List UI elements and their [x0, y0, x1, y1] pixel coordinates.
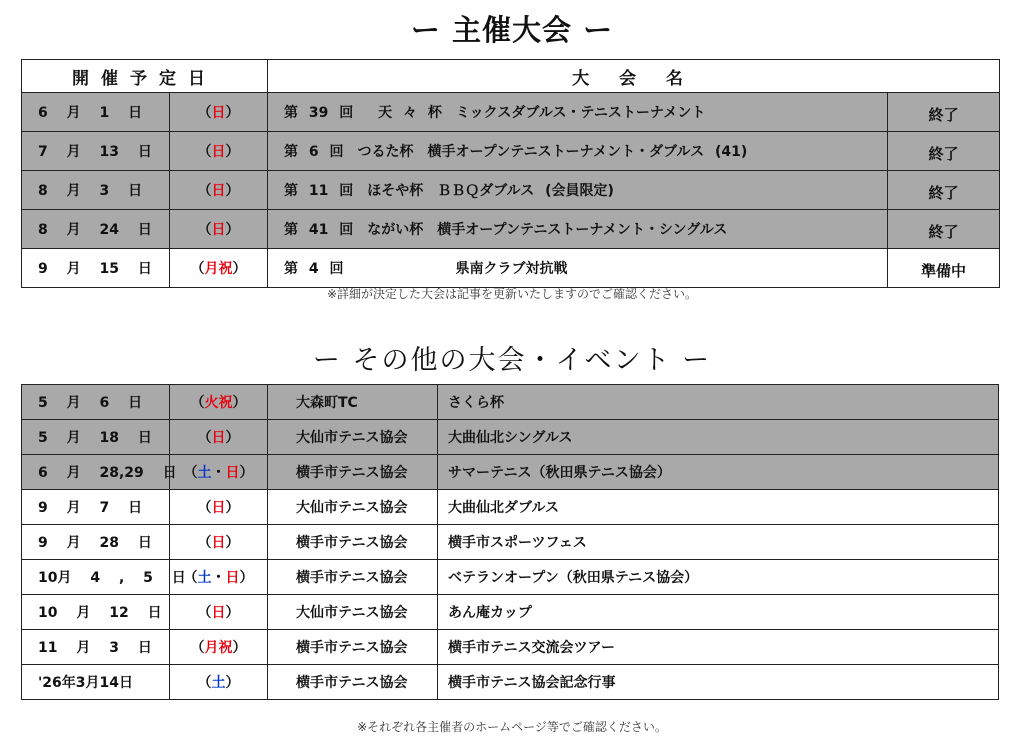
status-badge: 終了 — [888, 210, 1000, 249]
event-weekday — [170, 171, 268, 210]
event-name: さくら杯 — [438, 385, 999, 420]
weekday-open-paren: （ — [197, 105, 212, 121]
tournament-name: 第 6 回 つるた杯 横手オープンテニストーナメント・ダブルス (41) — [268, 132, 888, 171]
event-name: あん庵カップ — [438, 595, 999, 630]
organizer: 横手市テニス協会 — [268, 525, 438, 560]
event-date: 5 月 18 日 — [22, 420, 170, 455]
weekday-part: 日 — [225, 465, 240, 481]
weekday-part: ） — [232, 640, 247, 656]
main-events-note: ※詳細が決定した大会は記事を更新いたしますのでご確認ください。 — [326, 287, 698, 301]
weekday-part: 日 — [211, 430, 226, 446]
event-weekday — [170, 490, 268, 525]
event-weekday — [170, 595, 268, 630]
event-date: 11 月 3 日 — [22, 630, 170, 665]
organizer: 大森町TC — [268, 385, 438, 420]
weekday-part: （ — [190, 640, 205, 656]
weekday-close-paren: ） — [225, 183, 240, 199]
weekday-part: 土 — [197, 465, 212, 481]
event-weekday — [170, 560, 268, 595]
event-weekday — [170, 525, 268, 560]
event-weekday — [170, 420, 268, 455]
weekday-close-paren: ） — [225, 105, 240, 121]
table-row — [22, 93, 1000, 132]
weekday-part: 日 — [211, 500, 226, 516]
weekday-part: （ — [197, 500, 212, 516]
weekday-part: ） — [225, 675, 240, 691]
event-date: 5 月 6 日 — [22, 385, 170, 420]
tournament-name: 第 4 回 県南クラブ対抗戦 — [268, 249, 888, 288]
weekday-part: ） — [239, 570, 254, 586]
weekday-part: 土 — [211, 675, 226, 691]
date-column-header: 開催予定日 — [22, 60, 268, 93]
event-name: 大曲仙北シングルス — [438, 420, 999, 455]
tournament-name: 第 11 回 ほそや杯 ＢＢＱダブルス (会員限定) — [268, 171, 888, 210]
organizer: 横手市テニス協会 — [268, 560, 438, 595]
tournament-name: 第 41 回 ながい杯 横手オープンテニストーナメント・シングルス — [268, 210, 888, 249]
weekday-label: 日 — [211, 105, 226, 121]
event-date: 10 月 12 日 — [22, 595, 170, 630]
weekday-part: （ — [197, 675, 212, 691]
weekday-part: ） — [225, 500, 240, 516]
status-badge: 終了 — [888, 93, 1000, 132]
event-weekday — [170, 249, 268, 288]
table-row — [22, 490, 999, 525]
event-weekday — [170, 210, 268, 249]
event-weekday — [170, 132, 268, 171]
status-badge: 準備中 — [888, 249, 1000, 288]
event-weekday — [170, 385, 268, 420]
weekday-part: 日 — [211, 535, 226, 551]
weekday-label: 日 — [211, 144, 226, 160]
weekday-close-paren: ） — [225, 222, 240, 238]
table-row — [22, 665, 999, 700]
weekday-label: 日 — [211, 183, 226, 199]
event-date: 7 月 13 日 — [22, 132, 170, 171]
event-name: 横手市テニス協会記念行事 — [438, 665, 999, 700]
name-column-header: 大 会 名 — [268, 60, 1000, 93]
other-events-table — [21, 384, 999, 700]
weekday-part: 日 — [211, 605, 226, 621]
table-row — [22, 525, 999, 560]
organizer: 横手市テニス協会 — [268, 630, 438, 665]
weekday-label: 日 — [211, 222, 226, 238]
table-row — [22, 560, 999, 595]
weekday-part: ） — [225, 430, 240, 446]
table-row — [22, 420, 999, 455]
table-row — [22, 210, 1000, 249]
event-name: 大曲仙北ダブルス — [438, 490, 999, 525]
table-row — [22, 630, 999, 665]
table-row — [22, 249, 1000, 288]
weekday-part: ・ — [211, 570, 226, 586]
weekday-part: ） — [225, 535, 240, 551]
other-events-note: ※それぞれ各主催者のホームページ等でご確認ください。 — [357, 720, 667, 734]
event-date: 6 月 1 日 — [22, 93, 170, 132]
event-name: サマーテニス（秋田県テニス協会） — [438, 455, 999, 490]
weekday-part: 火祝 — [204, 395, 233, 411]
table-row — [22, 455, 999, 490]
table-row — [22, 595, 999, 630]
weekday-part: ） — [232, 395, 247, 411]
table-row — [22, 171, 1000, 210]
weekday-part: ） — [225, 605, 240, 621]
other-events-title: ー その他の大会・イベント ー — [312, 345, 712, 376]
weekday-open-paren: （ — [197, 183, 212, 199]
event-date: 9 月 7 日 — [22, 490, 170, 525]
weekday-part: ） — [239, 465, 254, 481]
event-date: 10月 4 , 5 日 — [22, 560, 170, 595]
table-row — [22, 132, 1000, 171]
event-weekday — [170, 665, 268, 700]
event-name: ベテランオープン（秋田県テニス協会） — [438, 560, 999, 595]
organizer: 横手市テニス協会 — [268, 455, 438, 490]
main-events-title: ー 主催大会 ー — [410, 13, 614, 47]
weekday-part: （ — [183, 570, 198, 586]
event-date: 9 月 28 日 — [22, 525, 170, 560]
weekday-part: 月祝 — [204, 640, 233, 656]
weekday-close-paren: ） — [225, 144, 240, 160]
weekday-open-paren: （ — [190, 261, 205, 277]
weekday-part: ・ — [211, 465, 226, 481]
event-weekday — [170, 455, 268, 490]
weekday-label: 月祝 — [204, 261, 233, 277]
organizer: 横手市テニス協会 — [268, 665, 438, 700]
weekday-part: （ — [197, 605, 212, 621]
status-badge: 終了 — [888, 171, 1000, 210]
event-weekday — [170, 93, 268, 132]
weekday-part: 日 — [225, 570, 240, 586]
weekday-close-paren: ） — [232, 261, 247, 277]
main-events-table — [21, 59, 1000, 288]
event-date: '26年3月14日 — [22, 665, 170, 700]
weekday-part: （ — [183, 465, 198, 481]
event-date: 8 月 24 日 — [22, 210, 170, 249]
weekday-part: （ — [197, 430, 212, 446]
weekday-part: （ — [190, 395, 205, 411]
event-name: 横手市スポーツフェス — [438, 525, 999, 560]
tournament-name: 第 39 回 天 々 杯 ミックスダブルス・テニストーナメント — [268, 93, 888, 132]
event-date: 6 月 28,29 日 — [22, 455, 170, 490]
table-row — [22, 385, 999, 420]
event-weekday — [170, 630, 268, 665]
status-badge: 終了 — [888, 132, 1000, 171]
organizer: 大仙市テニス協会 — [268, 595, 438, 630]
event-name: 横手市テニス交流会ツアー — [438, 630, 999, 665]
weekday-part: 土 — [197, 570, 212, 586]
weekday-part: （ — [197, 535, 212, 551]
event-date: 9 月 15 日 — [22, 249, 170, 288]
weekday-open-paren: （ — [197, 144, 212, 160]
event-date: 8 月 3 日 — [22, 171, 170, 210]
organizer: 大仙市テニス協会 — [268, 490, 438, 525]
weekday-open-paren: （ — [197, 222, 212, 238]
organizer: 大仙市テニス協会 — [268, 420, 438, 455]
